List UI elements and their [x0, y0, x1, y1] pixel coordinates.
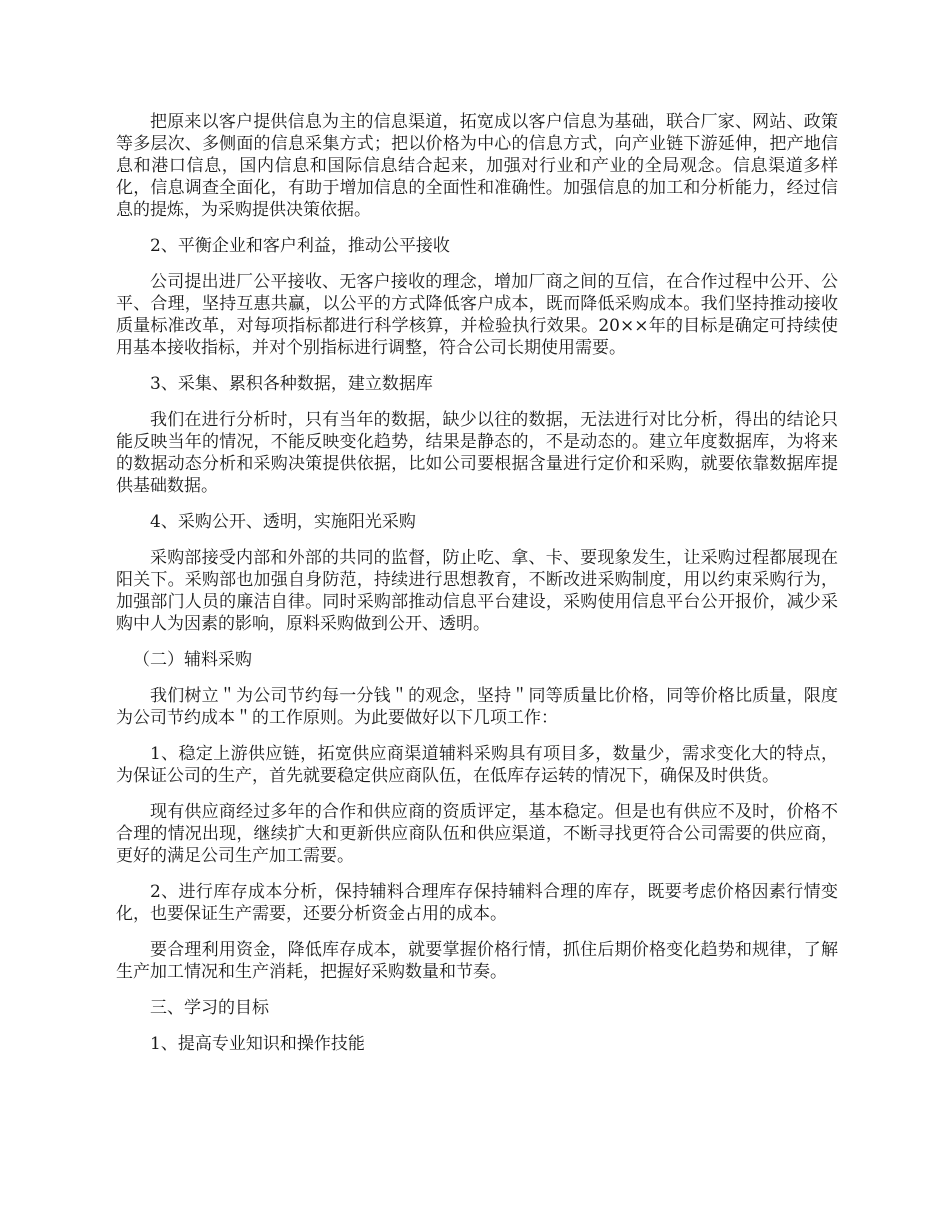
paragraph-capital-use: 要合理利用资金，降低库存成本，就要掌握价格行情，抓住后期价格变化趋势和规律，了解生产加工情况和生产消耗，把握好采购数量和节奏。 [116, 940, 838, 982]
paragraph-suppliers: 现有供应商经过多年的合作和供应商的资质评定，基本稳定。但是也有供应不及时，价格不合理的情况出现，继续扩大和更新供应商队伍和供应渠道，不断寻找更符合公司需要的供应商，更好的满足公司生产加工需要。 [116, 802, 838, 866]
paragraph-supply-chain: 1、稳定上游供应链，拓宽供应商渠道辅料采购具有项目多，数量少，需求变化大的特点，为保证公司的生产，首先就要稳定供应商队伍，在低库存运转的情况下，确保及时供货。 [116, 744, 838, 786]
heading-professional-skills: 1、提高专业知识和操作技能 [150, 1034, 365, 1054]
heading-fair-receiving: 2、平衡企业和客户利益，推动公平接收 [150, 236, 450, 256]
heading-learning-goals: 三、学习的目标 [150, 998, 269, 1018]
heading-auxiliary-procurement: （二）辅料采购 [133, 650, 252, 670]
heading-database: 3、采集、累积各种数据，建立数据库 [150, 374, 433, 394]
paragraph-save-cost: 我们树立＂为公司节约每一分钱＂的观念，坚持＂同等质量比价格，同等价格比质量，限度为公司节约成本＂的工作原则。为此要做好以下几项工作： [116, 686, 838, 728]
paragraph-inventory-cost: 2、进行库存成本分析，保持辅料合理库存保持辅料合理的库存，既要考虑价格因素行情变化，也要保证生产需要，还要分析资金占用的成本。 [116, 882, 838, 924]
paragraph-fair-receiving: 公司提出进厂公平接收、无客户接收的理念，增加厂商之间的互信，在合作过程中公开、公平、合理，坚持互惠共赢，以公平的方式降低客户成本，既而降低采购成本。我们坚持推动接收质量标准改革，对每项指标都进行科学核算，并检验执行效果。20××年的目标是确定可持续使用基本接收指标，并对个别指标进行调整，符合公司长期使用需要。 [116, 272, 838, 358]
heading-sunshine-procurement: 4、采购公开、透明，实施阳光采购 [150, 512, 416, 532]
paragraph-info-channels: 把原来以客户提供信息为主的信息渠道，拓宽成以客户信息为基础，联合厂家、网站、政策等多层次、多侧面的信息采集方式；把以价格为中心的信息方式，向产业链下游延伸，把产地信息和港口信息，国内信息和国际信息结合起来，加强对行业和产业的全局观念。信息渠道多样化，信息调查全面化，有助于增加信息的全面性和准确性。加强信息的加工和分析能力，经过信息的提炼，为采购提供决策依据。 [116, 112, 838, 220]
paragraph-sunshine-procurement: 采购部接受内部和外部的共同的监督，防止吃、拿、卡、要现象发生，让采购过程都展现在阳关下。采购部也加强自身防范，持续进行思想教育，不断改进采购制度，用以约束采购行为，加强部门人员的廉洁自律。同时采购部推动信息平台建设，采购使用信息平台公开报价，减少采购中人为因素的影响，原料采购做到公开、透明。 [116, 548, 838, 634]
paragraph-database: 我们在进行分析时，只有当年的数据，缺少以往的数据，无法进行对比分析，得出的结论只能反映当年的情况，不能反映变化趋势，结果是静态的，不是动态的。建立年度数据库，为将来的数据动态分析和采购决策提供依据，比如公司要根据含量进行定价和采购，就要依靠数据库提供基础数据。 [116, 410, 838, 496]
document-body [116, 111, 838, 1069]
